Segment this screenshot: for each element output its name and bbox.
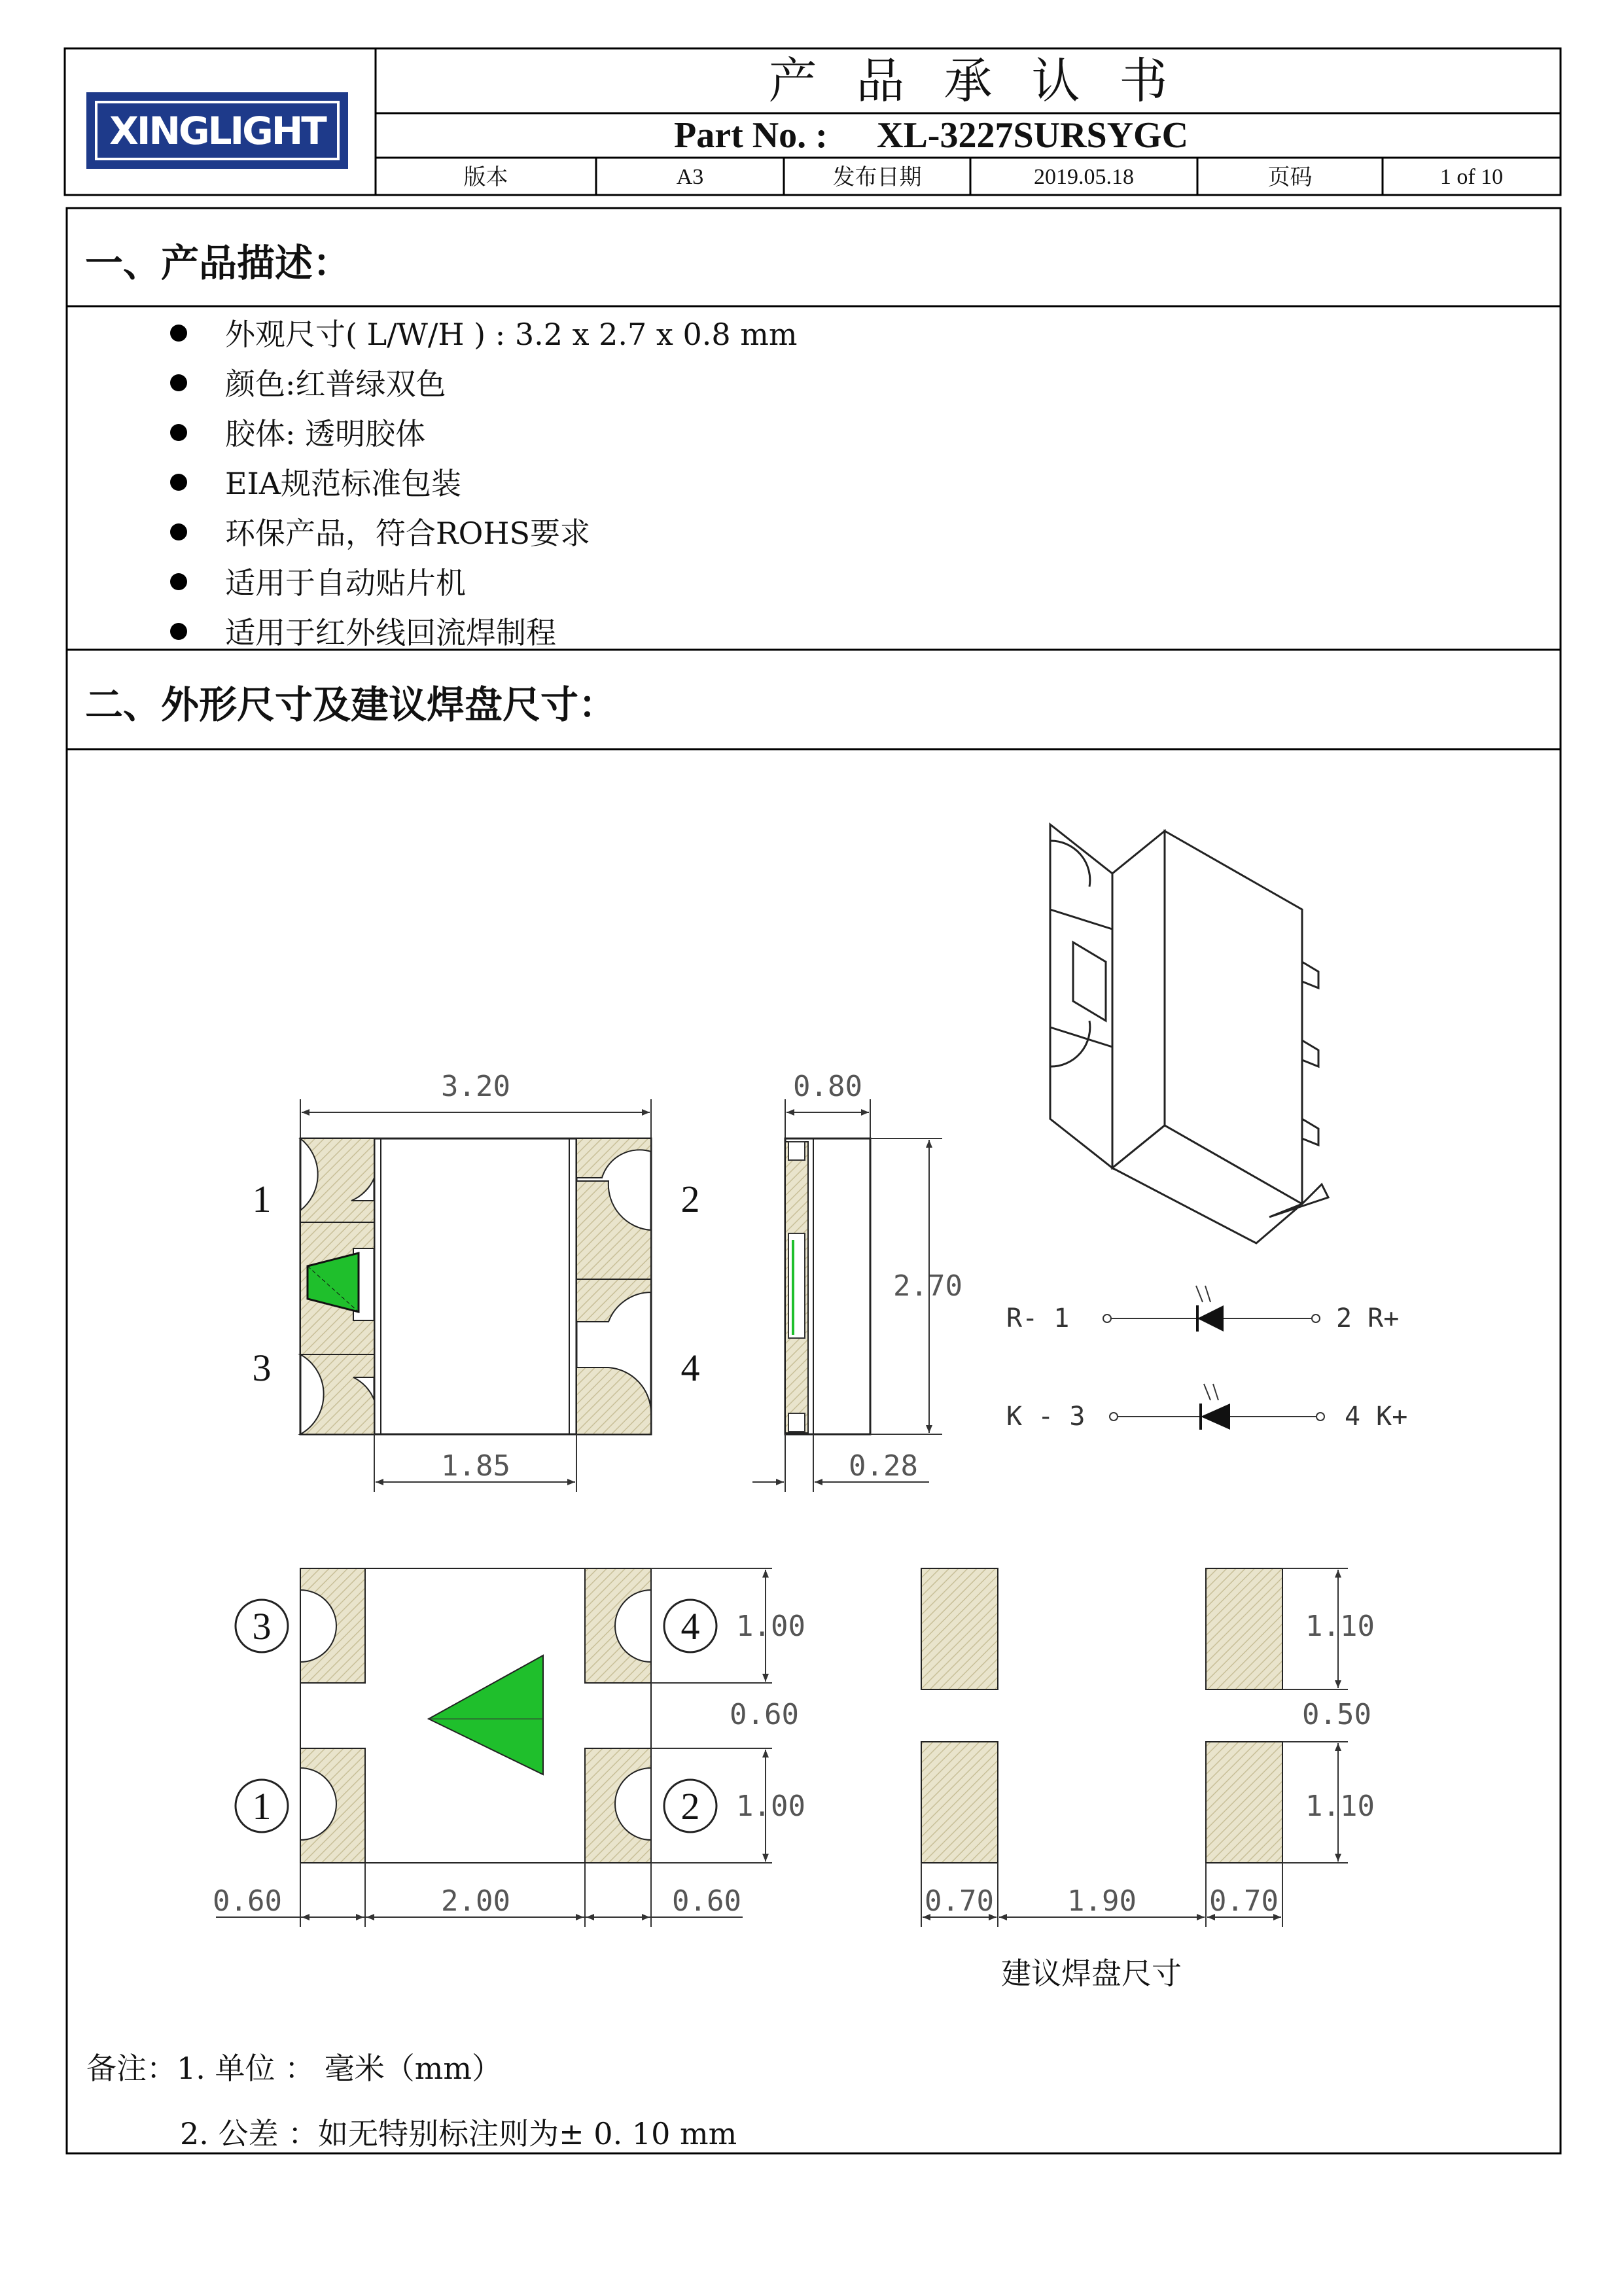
version-label: 版本 xyxy=(463,164,508,190)
date-label: 发布日期 xyxy=(832,164,922,190)
circuit-diagram xyxy=(1006,1286,1407,1432)
side-view xyxy=(752,1070,962,1492)
circuit-k-right: 4 K+ xyxy=(1345,1402,1408,1432)
dim-pad-h2: 1.10 xyxy=(1305,1790,1375,1823)
bottom-view xyxy=(213,1568,805,1927)
dim-thickness: 0.80 xyxy=(793,1070,862,1103)
dim-pad-h1: 1.00 xyxy=(736,1610,805,1643)
diode-green-icon xyxy=(1201,1404,1230,1430)
isometric-view xyxy=(1050,824,1328,1243)
part-label: Part No. : xyxy=(674,115,828,156)
part-number: XL-3227SURSYGC xyxy=(877,115,1189,156)
pin-1-circle: 1 xyxy=(252,1785,272,1828)
dim-pad-h1: 1.10 xyxy=(1305,1610,1375,1643)
dim-left: 0.60 xyxy=(213,1884,282,1918)
pin-2-circle: 2 xyxy=(680,1785,700,1828)
section1-title: 一、产品描述： xyxy=(85,241,351,285)
dim-pad-w1: 0.70 xyxy=(925,1884,994,1918)
dim-pad-w2: 0.70 xyxy=(1209,1884,1279,1918)
pad-layout xyxy=(921,1568,1375,1927)
version-value: A3 xyxy=(676,165,704,189)
circuit-r-left: R- 1 xyxy=(1006,1303,1070,1333)
pin-4: 4 xyxy=(680,1347,700,1389)
dim-height: 2.70 xyxy=(893,1269,962,1303)
section2-title: 二、外形尺寸及建议焊盘尺寸： xyxy=(85,682,617,727)
top-view xyxy=(253,1070,700,1492)
dim-pad-h2: 1.00 xyxy=(736,1790,805,1823)
page-label: 页码 xyxy=(1267,164,1313,190)
pin-4-circle: 4 xyxy=(680,1605,700,1648)
date-value: 2019.05.18 xyxy=(1034,165,1134,189)
dim-mid: 2.00 xyxy=(441,1884,510,1918)
dim-span: 1.90 xyxy=(1067,1884,1137,1918)
pin-3-circle: 3 xyxy=(252,1605,272,1648)
note-line-1: 备注：1. 单位 ： 毫米（mm） xyxy=(86,2051,502,2086)
note-line-2: 2. 公差 ：如无特别标注则为± 0. 10 mm xyxy=(180,2116,737,2151)
pad-layout-caption: 建议焊盘尺寸 xyxy=(1001,1956,1182,1991)
dim-width: 3.20 xyxy=(441,1070,510,1103)
pin-3: 3 xyxy=(252,1347,272,1389)
logo-text: XINGLIGHT xyxy=(109,108,325,153)
dim-pad-gap: 0.50 xyxy=(1302,1698,1371,1731)
page-value: 1 of 10 xyxy=(1439,165,1504,189)
pin-1: 1 xyxy=(252,1178,272,1220)
pin-2: 2 xyxy=(680,1178,700,1220)
circuit-r-right: 2 R+ xyxy=(1336,1303,1400,1333)
circuit-k-left: K - 3 xyxy=(1006,1402,1086,1432)
dim-gap: 0.60 xyxy=(730,1698,799,1731)
dim-lead: 0.28 xyxy=(849,1449,918,1483)
dim-right: 0.60 xyxy=(672,1884,741,1918)
dim-inner: 1.85 xyxy=(441,1449,510,1483)
doc-title: 产品承认书 xyxy=(768,53,1207,109)
diode-red-icon xyxy=(1197,1305,1224,1332)
